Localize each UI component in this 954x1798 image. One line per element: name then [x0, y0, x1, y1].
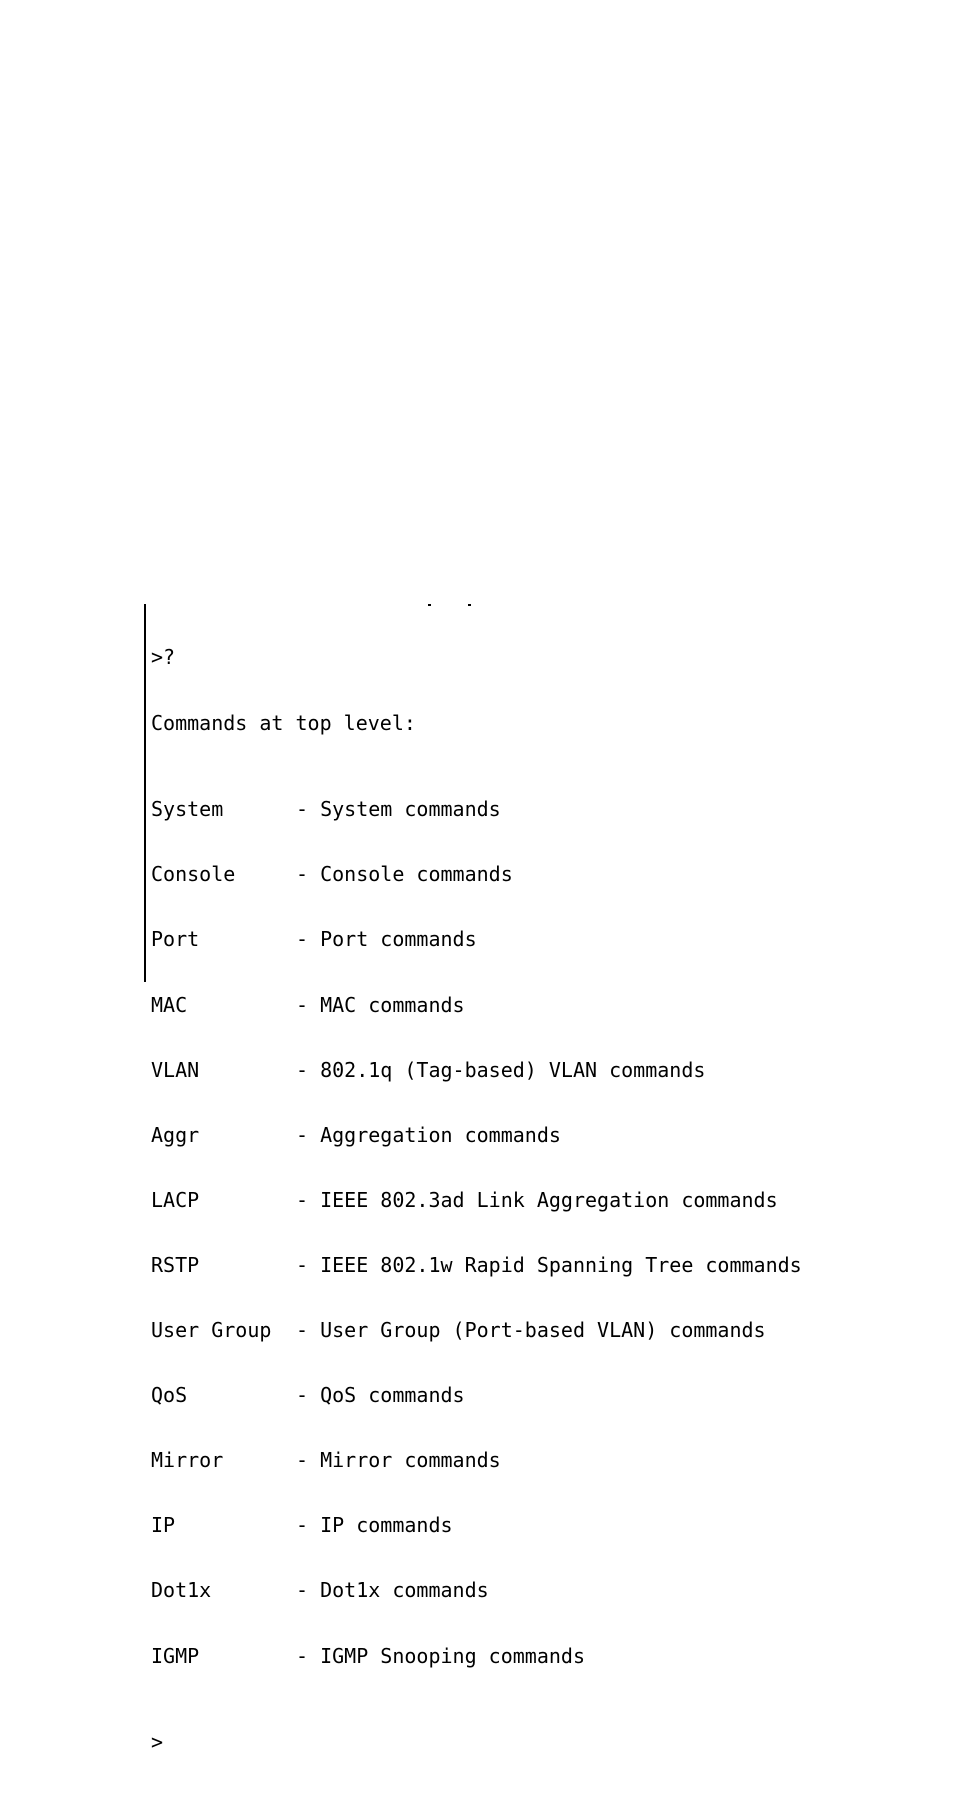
command-row — [151, 1320, 802, 1342]
command-row — [151, 1187, 802, 1212]
command-description: - Mirror commands — [296, 1448, 501, 1473]
command-description: - User Group (Port-based VLAN) commands — [296, 1318, 766, 1343]
console-output — [151, 604, 802, 1797]
command-description: - IGMP Snooping commands — [296, 1643, 585, 1668]
command-description: - Port commands — [296, 927, 477, 952]
command-row — [151, 1515, 802, 1537]
command-row — [151, 1580, 802, 1602]
command-row — [151, 1385, 802, 1407]
command-name: LACP — [151, 1187, 200, 1212]
command-name: MAC — [151, 992, 188, 1017]
command-name: IP — [151, 1513, 176, 1538]
command-row — [151, 1057, 802, 1082]
command-row — [151, 1450, 802, 1472]
command-row — [151, 929, 802, 951]
command-row — [151, 799, 802, 821]
prompt-line: >? — [151, 645, 176, 670]
command-row — [151, 1643, 802, 1668]
command-description: - IEEE 802.3ad Link Aggregation commands — [296, 1187, 778, 1212]
terminal-window[interactable] — [144, 604, 846, 1755]
command-description: - MAC commands — [296, 992, 465, 1017]
command-name: System — [151, 797, 224, 822]
command-name: Aggr — [151, 1122, 200, 1147]
command-row — [151, 1252, 802, 1277]
command-name: VLAN — [151, 1057, 200, 1082]
command-name: User Group — [151, 1318, 272, 1343]
command-name: Dot1x — [151, 1578, 212, 1603]
command-description: - IEEE 802.1w Rapid Spanning Tree commands — [296, 1252, 802, 1277]
command-description: - System commands — [296, 797, 501, 822]
commands-heading: Commands at top level: — [151, 710, 416, 735]
command-name: Port — [151, 927, 200, 952]
command-description: - Dot1x commands — [296, 1578, 489, 1603]
command-row — [151, 1122, 802, 1147]
command-name: RSTP — [151, 1252, 200, 1277]
command-description: - Aggregation commands — [296, 1122, 561, 1147]
command-description: - 802.1q (Tag-based) VLAN commands — [296, 1057, 706, 1082]
command-row — [151, 864, 802, 886]
command-description: - QoS commands — [296, 1383, 465, 1408]
command-name: Console — [151, 862, 236, 887]
command-name: Mirror — [151, 1448, 224, 1473]
command-name: QoS — [151, 1383, 188, 1408]
command-description: - Console commands — [296, 862, 513, 887]
command-description: - IP commands — [296, 1513, 453, 1538]
final-prompt[interactable]: > — [151, 1730, 164, 1755]
command-name: IGMP — [151, 1643, 200, 1668]
command-row — [151, 992, 802, 1017]
